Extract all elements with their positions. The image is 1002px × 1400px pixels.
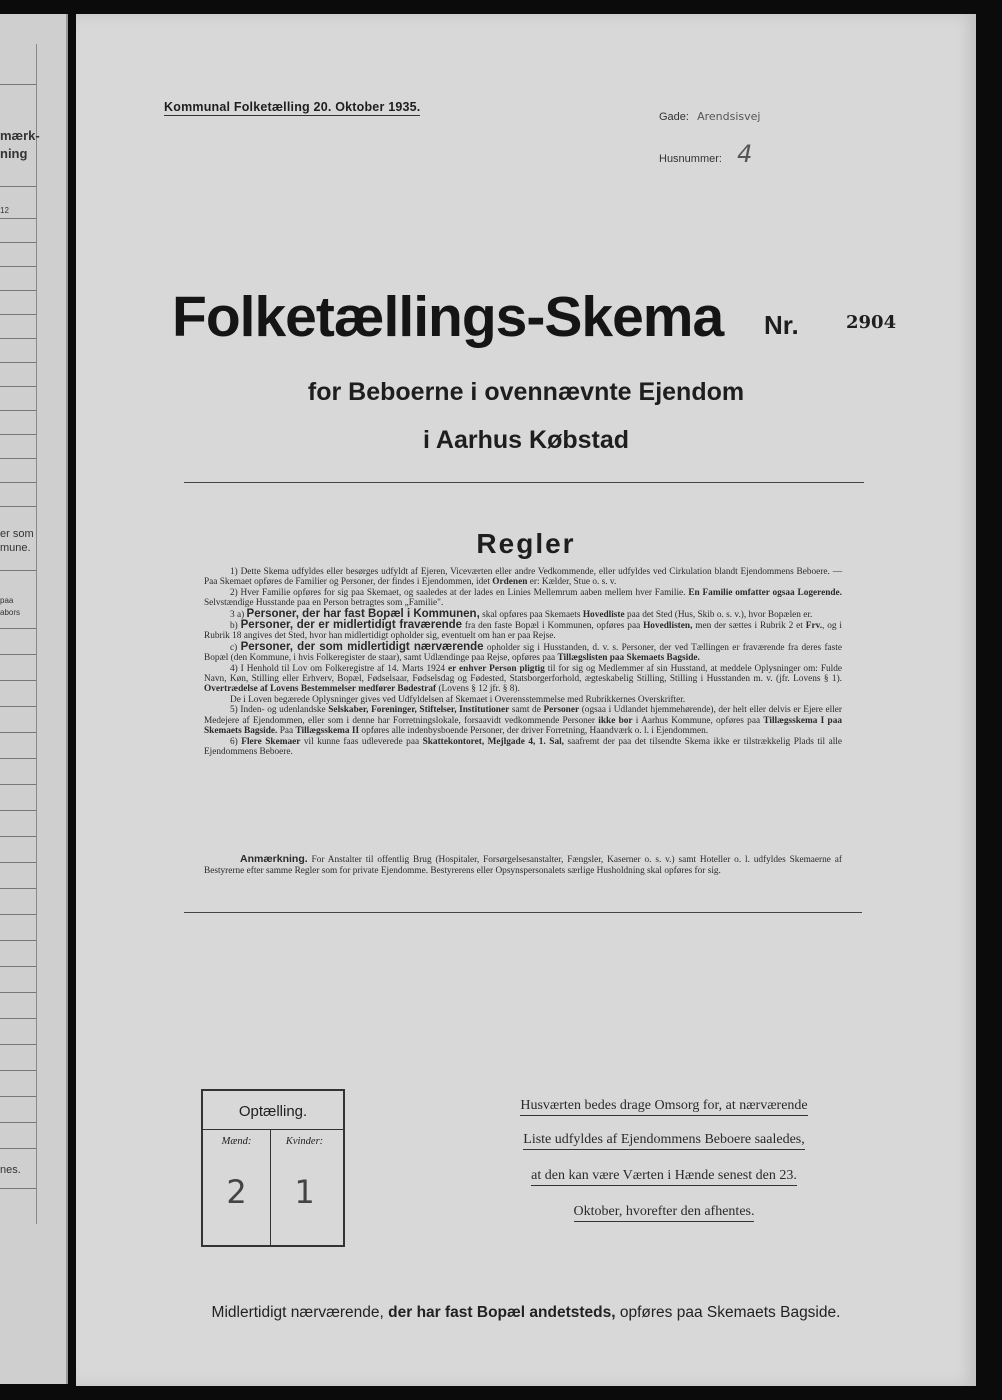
instruction-line-3: at den kan være Værten i Hænde senest den 23.: [494, 1168, 834, 1184]
left-page-rule: [0, 362, 36, 363]
left-page-rule: [0, 758, 36, 759]
left-page-rule: [0, 810, 36, 811]
rule-3a: 3 a) Personer, der har fast Bopæl i Kommunen, skal opføres paa Skemaets Hovedliste paa det Sted (Hus, Skib o. s. v.), hvor Bopælen er.: [230, 607, 813, 620]
left-page-text: nes.: [0, 1164, 21, 1176]
left-page-fragment: [0, 14, 68, 1384]
women-count: 1: [294, 1173, 315, 1211]
left-page-rule: [0, 1070, 36, 1071]
left-page-rule: [0, 1096, 36, 1097]
left-page-text: paa: [0, 596, 14, 605]
skema-number: 2904: [846, 312, 897, 333]
rule-3b: b) Personer, der er midlertidigt fraværende fra den faste Bopæl i Kommunen, opføres paa Hovedlisten, men der sættes i Rubrik 2 et Frv., og i Rubrik 18 angives det Sted, hvor han midlertidigt opholder sig, eventuelt om han er paa Rejse.: [204, 619, 842, 642]
rule-5: 5) Inden- og udenlandske Selskaber, Foreninger, Stiftelser, Institutioner samt de Personer (ogsaa i Udlandet hjemmehørende), der helt eller delvis er Ejere eller Medejere af Ejendommen, eller som i denne har Forretningslokale, forsaavidt vedkommende Personer ikke bor i Aarhus Kommune, opføres paa Tillægsskema I paa Skemaets Bagside. Paa Tillægsskema II opføres alle indenbysboende Personer, der driver Forretning, Haandværk o. l. i Ejendommen.: [204, 705, 843, 737]
left-page-text: mærk-: [0, 128, 40, 143]
rules-text: [204, 567, 842, 757]
left-page-rule: [0, 1018, 36, 1019]
instruction-line-4: Oktober, hvorefter den afhentes.: [494, 1204, 834, 1220]
left-page-rule: [0, 506, 36, 507]
form-location: i Aarhus Købstad: [422, 426, 630, 454]
husnummer-field: [659, 140, 752, 168]
left-page-rule: [0, 290, 36, 291]
men-label: Mænd:: [221, 1136, 252, 1147]
rule-4: 4) I Henhold til Lov om Folkeregistre af 14. Marts 1924 er enhver Person pligtig til for sig og Medlemmer af sin Husstand, at meddele Oplysninger om: Fulde Navn, Køn, Stilling eller Erhverv, Bopæl, Fødselsaar, Fødselsdag og Fødested, Statsborgerforhold, ægteskabelig Stilling, Stilling i Husstanden m. v. (jfr. Lovens § 1). Overtrædelse af Lovens Bestemmelser medfører Bødestraf (Lovens § 12 jfr. § 8).: [204, 663, 843, 695]
left-page-rule: [0, 1188, 36, 1189]
left-page-rule: [0, 862, 36, 863]
left-page-rule: [0, 836, 36, 837]
women-label: Kvinder:: [285, 1136, 324, 1147]
rule-3c: c) Personer, der som midlertidigt nærværende opholder sig i Husstanden, d. v. s. Personer, der ved Tællingen er fraværende fra deres faste Bopæl (den Kommune, i hvis Folkeregister de staar), samt Udlændinge paa Rejse, opføres paa Tillægslisten paa Skemaets Bagside.: [204, 640, 842, 664]
rule-6: 6) Flere Skemaer vil kunne faas udleverede paa Skattekontoret, Mejlgade 4, 1. Sal, saafremt der paa det tilsendte Skema ikke er tilstrækkelig Plads til alle Ejendommens Beboere.: [204, 736, 843, 757]
gade-field: [659, 105, 760, 124]
rule-1: 1) Dette Skema udfyldes eller besørges udfyldt af Ejeren, Viceværten eller andre Vedkommende, eller udfyldes ved Cirkulation blandt Ejendommens Beboere. — Paa Skemaet opføres de Familier og Personer, der findes i Ejendommen, idet Ordenen er: Kælder, Stue o. s. v.: [204, 567, 842, 588]
instruction-line-2: Liste udfyldes af Ejendommens Beboere saaledes,: [494, 1132, 834, 1148]
remark-text: For Anstalter til offentlig Brug (Hospitaler, Forsørgelsesanstalter, Fængsler, Kaserner o. s. v.) samt Hoteller o. l. udfyldes Skemaerne af Bestyrerne efter samme Regler som for private Ejendomme. Bestyrerens eller Opsynspersonalets særlige Husholdning skal opføres for sig.: [204, 855, 842, 876]
left-page-rule: [0, 1044, 36, 1045]
rule-2: 2) Hver Familie opføres for sig paa Skemaet, og saaledes at der lades en Linies Mellemrum aaben mellem hver Familie. En Familie omfatter ogsaa Logerende. Selvstændige Husstande paa en Person betragtes som „Familie".: [204, 587, 842, 609]
left-page-rule: [0, 966, 36, 967]
left-page-rule: [0, 940, 36, 941]
census-header: Kommunal Folketælling 20. Oktober 1935.: [164, 100, 421, 114]
rule-4b: De i Loven begærede Oplysninger gives ved Udfyldelsen af Skemaet i Overensstemmelse med Rubrikkernes Overskrifter.: [230, 694, 686, 705]
left-page-rule: [0, 654, 36, 655]
left-page-rule: [0, 386, 36, 387]
census-form-page: [76, 14, 976, 1386]
left-page-rule: [0, 218, 36, 219]
left-page-rule: [0, 314, 36, 315]
left-page-rule: [0, 266, 36, 267]
left-page-rule: [0, 888, 36, 889]
men-count: 2: [226, 1173, 247, 1211]
left-page-rule: [0, 628, 36, 629]
left-page-rule: [0, 410, 36, 411]
divider: [184, 912, 862, 913]
left-page-rule: [0, 338, 36, 339]
left-page-rule: [0, 784, 36, 785]
rules-heading: Regler: [476, 528, 576, 559]
left-page-rule: [0, 680, 36, 681]
left-page-text: er som: [0, 528, 34, 540]
left-page-text: abors: [0, 608, 21, 617]
left-page-rule: [0, 914, 36, 915]
left-page-rule: [0, 1148, 36, 1149]
remark: [204, 854, 842, 877]
left-page-rule: [0, 434, 36, 435]
husnummer-label: Husnummer:: [659, 153, 722, 165]
nr-label: Nr.: [764, 310, 799, 340]
left-page-rule: [0, 242, 36, 243]
divider: [184, 482, 864, 483]
left-page-text: 12: [0, 206, 9, 215]
husnummer-value: 4: [737, 140, 753, 168]
left-page-text: mune.: [0, 542, 31, 554]
count-box-rule: [203, 1129, 343, 1130]
instruction-line-1: Husværten bedes drage Omsorg for, at nærværende: [494, 1098, 834, 1114]
left-page-rule: [0, 570, 36, 571]
form-title: Folketællings-Skema: [172, 285, 724, 349]
left-page-rule: [0, 482, 36, 483]
left-page-rule: [0, 186, 36, 187]
left-page-rule: [0, 706, 36, 707]
left-page-rule: [0, 84, 36, 85]
count-title: Optælling.: [238, 1103, 308, 1120]
left-page-vertical-rule: [36, 44, 37, 1224]
gade-label: Gade:: [659, 111, 689, 123]
left-page-rule: [0, 1122, 36, 1123]
footer-note: Midlertidigt nærværende, der har fast Bopæl andetsteds, opføres paa Skemaets Bagside.: [211, 1304, 841, 1321]
left-page-rule: [0, 992, 36, 993]
count-box: [201, 1089, 345, 1247]
gade-value: Arendsisvej: [697, 110, 761, 123]
form-subtitle: for Beboerne i ovennævnte Ejendom: [307, 378, 745, 406]
left-page-rule: [0, 732, 36, 733]
left-page-rule: [0, 458, 36, 459]
left-page-text: ning: [0, 146, 28, 161]
remark-label: Anmærkning.: [240, 853, 308, 865]
